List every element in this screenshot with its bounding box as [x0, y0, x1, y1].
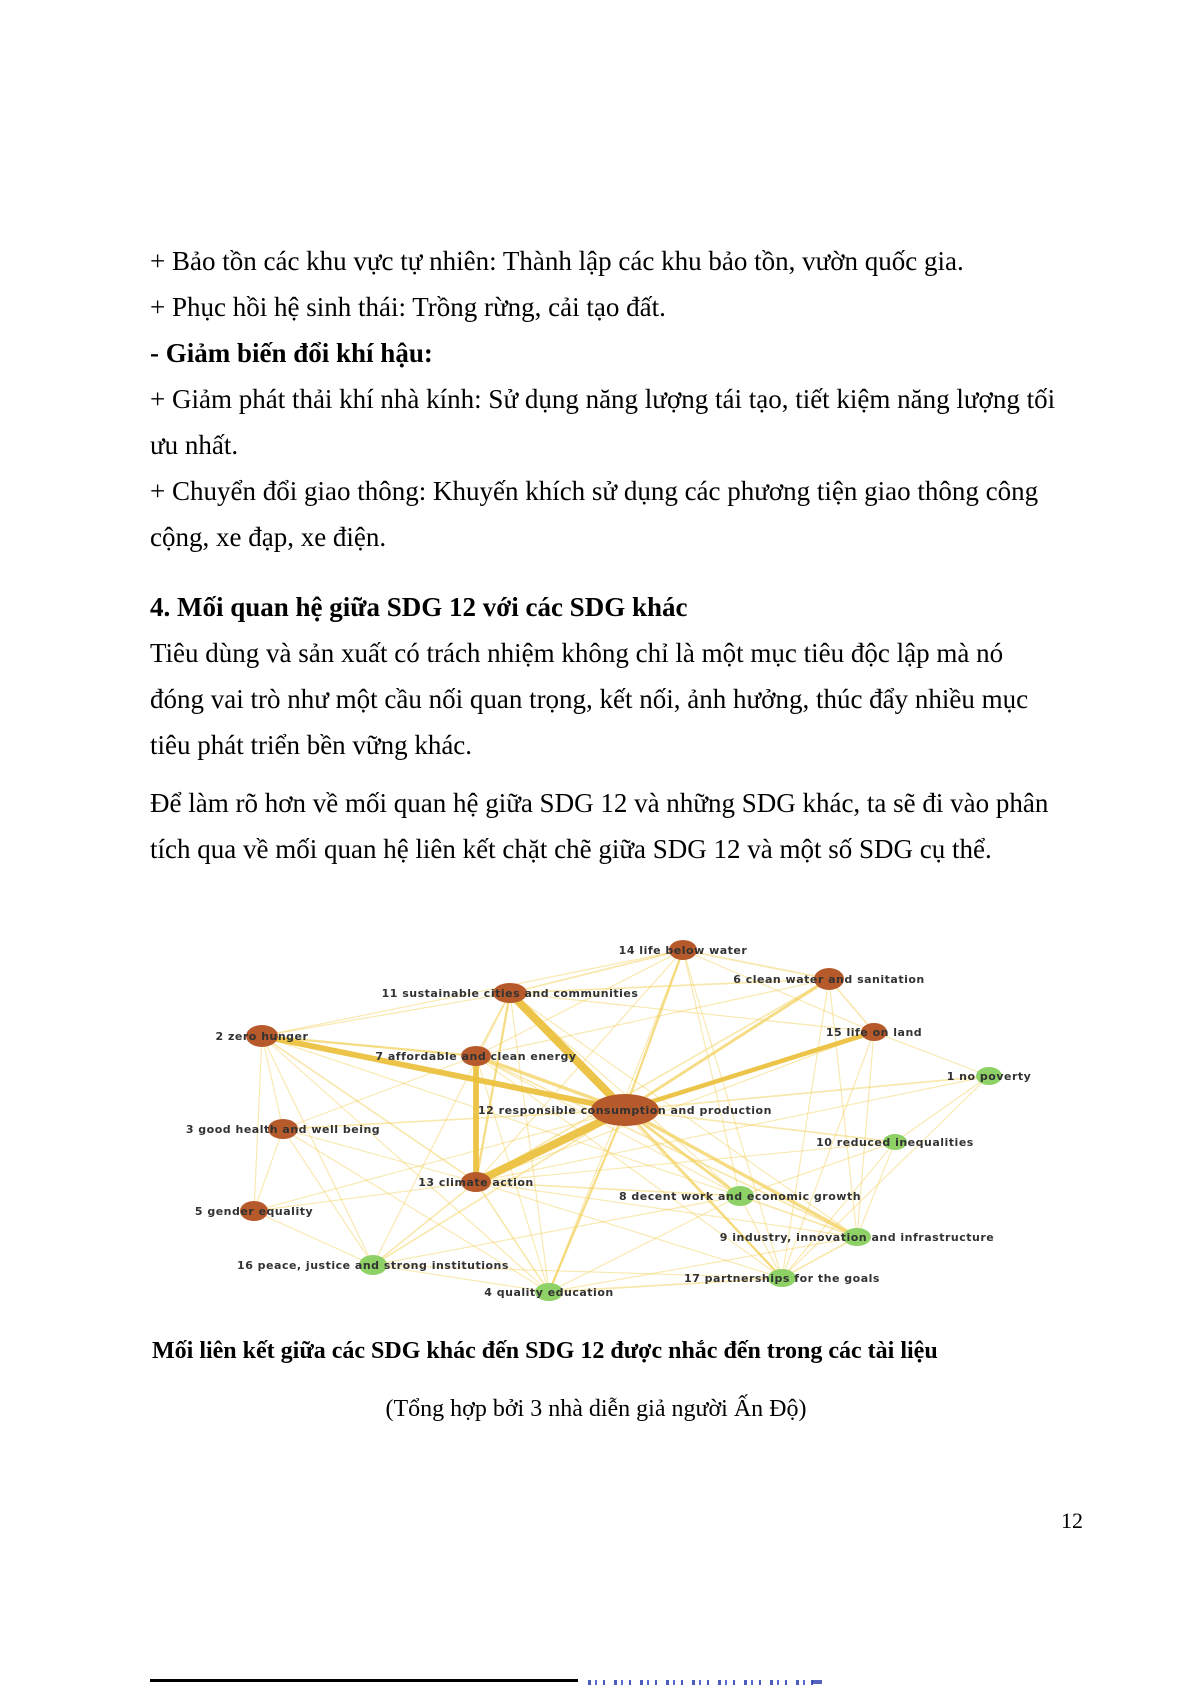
paragraph	[150, 780, 1049, 872]
footnote-separator-rule	[150, 1679, 578, 1682]
body-line: cộng, xe đạp, xe điện.	[150, 522, 387, 552]
sdg-network-figure	[150, 930, 1050, 1320]
sdg-node-label: 17 partnerships for the goals	[684, 1272, 880, 1285]
sdg-node-label: 4 quality education	[484, 1286, 614, 1299]
sdg-node-label: 11 sustainable cities and communities	[381, 987, 639, 1000]
sdg-network-svg	[150, 930, 1050, 1320]
sdg-node-label: 10 reduced inequalities	[816, 1136, 974, 1149]
body-line: tiêu phát triển bền vững khác.	[150, 730, 473, 760]
body-line: ưu nhất.	[150, 430, 239, 460]
body-line: đóng vai trò như một cầu nối quan trọng, kết nối, ảnh hưởng, thúc đẩy nhiều mục	[150, 684, 1029, 714]
body-line: Để làm rõ hơn về mối quan hệ giữa SDG 12 và những SDG khác, ta sẽ đi vào phân	[150, 788, 1049, 818]
sdg-node-label: 13 climate action	[418, 1176, 534, 1189]
paragraph	[150, 630, 1042, 768]
body-line: + Phục hồi hệ sinh thái: Trồng rừng, cải tạo đất.	[150, 292, 666, 322]
sdg-node-label: 2 zero hunger	[215, 1030, 309, 1043]
sdg-node-label: 3 good health and well being	[185, 1123, 381, 1136]
figure-subcaption: (Tổng hợp bởi 3 nhà diễn giả người Ấn Độ)	[385, 1396, 807, 1422]
body-line: tích qua về mối quan hệ liên kết chặt chẽ giữa SDG 12 và một số SDG cụ thể.	[150, 834, 992, 864]
sdg-node-label: 9 industry, innovation and infrastructure	[719, 1231, 995, 1244]
clipped-footnote-text	[588, 1680, 818, 1685]
sdg-node-label: 7 affordable and clean energy	[375, 1050, 577, 1063]
sdg-node-label: 6 clean water and sanitation	[733, 973, 925, 986]
clipped-footnote-text	[812, 1680, 822, 1684]
sdg-node-label: 14 life below water	[618, 944, 748, 957]
sdg-node-label: 1 no poverty	[946, 1070, 1032, 1083]
figure-caption: Mối liên kết giữa các SDG khác đến SDG 12 được nhắc đến trong các tài liệu	[152, 1338, 938, 1364]
sdg-node-label: 16 peace, justice and strong institutions	[237, 1259, 509, 1272]
body-line: + Giảm phát thải khí nhà kính: Sử dụng năng lượng tái tạo, tiết kiệm năng lượng tối	[150, 384, 1056, 414]
page-number: 12	[1061, 1508, 1083, 1533]
body-text	[150, 238, 1056, 872]
body-line: + Bảo tồn các khu vực tự nhiên: Thành lập các khu bảo tồn, vườn quốc gia.	[150, 246, 964, 276]
body-line-bold: - Giảm biến đổi khí hậu:	[150, 338, 433, 368]
sdg-node-label: 15 life on land	[825, 1026, 923, 1039]
body-line: Tiêu dùng và sản xuất có trách nhiệm không chỉ là một mục tiêu độc lập mà nó	[150, 638, 1004, 668]
sdg-node-label: 8 decent work and economic growth	[618, 1190, 862, 1203]
section-heading: 4. Mối quan hệ giữa SDG 12 với các SDG khác	[150, 592, 688, 622]
body-line: + Chuyển đổi giao thông: Khuyến khích sử dụng các phương tiện giao thông công	[150, 476, 1039, 506]
sdg-node-label: 5 gender equality	[194, 1205, 314, 1218]
sdg-node-label: 12 responsible consumption and production	[478, 1104, 772, 1117]
